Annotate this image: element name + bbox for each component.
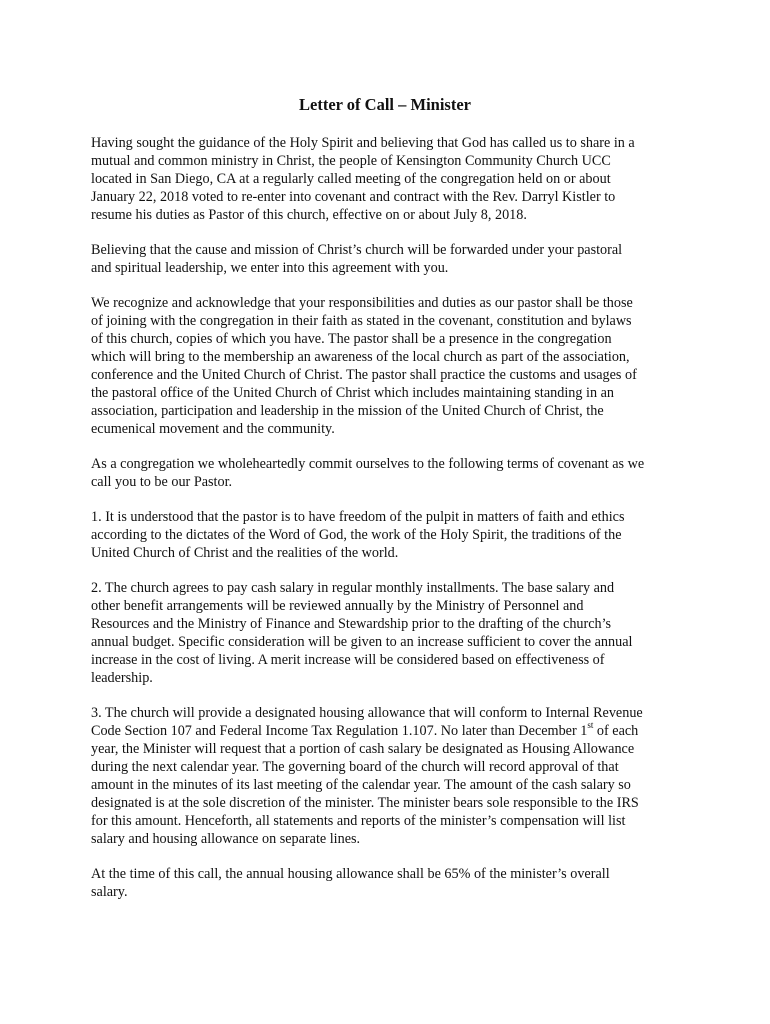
text-line: As a congregation we wholeheartedly commit ourselves to the following terms of covenant as we [91, 456, 645, 472]
text-line: 1. It is understood that the pastor is to have freedom of the pulpit in matters of faith and ethics [91, 509, 625, 525]
paragraph-housing-allowance [91, 865, 691, 901]
paragraph-term-3 [91, 704, 691, 848]
text-line: association, participation and leadership in the mission of the United Church of Christ, the [91, 403, 604, 419]
paragraph-leadership [91, 241, 691, 277]
text-line: conference and the United Church of Christ. The pastor shall practice the customs and usages of [91, 367, 637, 383]
text-line: Resources and the Ministry of Finance and Stewardship prior to the drafting of the church’s [91, 616, 612, 632]
paragraph-term-1 [91, 508, 691, 562]
text-line: designated is at the sole discretion of the minister. The minister bears sole responsible to the IRS [91, 795, 639, 811]
text-line: salary. [91, 884, 128, 900]
paragraph-responsibilities [91, 294, 691, 438]
text-line: increase in the cost of living. A merit increase will be considered based on effectiveness of [91, 652, 605, 668]
text-line: Believing that the cause and mission of Christ’s church will be forwarded under your pastoral [91, 242, 623, 258]
text-line: mutual and common ministry in Christ, the people of Kensington Community Church UCC [91, 153, 611, 169]
text-line: leadership. [91, 670, 153, 686]
text-line: of this church, copies of which you have. The pastor shall be a presence in the congregation [91, 331, 612, 347]
text-line: We recognize and acknowledge that your responsibilities and duties as our pastor shall be those [91, 295, 633, 311]
text-line: other benefit arrangements will be reviewed annually by the Ministry of Personnel and [91, 598, 584, 614]
text-line: the pastoral office of the United Church of Christ which includes maintaining standing in an [91, 385, 614, 401]
text-line: 3. The church will provide a designated housing allowance that will conform to Internal Revenue [91, 705, 643, 721]
text-line: amount in the minutes of its last meeting of the calendar year. The amount of the cash salary so [91, 777, 631, 793]
text-line: of joining with the congregation in their faith as stated in the covenant, constitution and bylaws [91, 313, 632, 329]
text-line: which will bring to the membership an awareness of the local church as part of the association, [91, 349, 630, 365]
text-line: ecumenical movement and the community. [91, 421, 335, 437]
text-line: At the time of this call, the annual housing allowance shall be 65% of the minister’s overall [91, 866, 610, 882]
text-line: salary and housing allowance on separate lines. [91, 831, 361, 847]
ordinal-superscript: st [587, 720, 594, 731]
text-line: January 22, 2018 voted to re-enter into covenant and contract with the Rev. Darryl Kistler to [91, 189, 616, 205]
text-line: resume his duties as Pastor of this church, effective on or about July 8, 2018. [91, 207, 527, 223]
text-line: United Church of Christ and the realities of the world. [91, 545, 399, 561]
text-line: according to the dictates of the Word of God, the work of the Holy Spirit, the traditions of the [91, 527, 622, 543]
letter-body [91, 134, 691, 918]
text-line: year, the Minister will request that a portion of cash salary be designated as Housing Allowance [91, 741, 635, 757]
text-line: during the next calendar year. The governing board of the church will record approval of that [91, 759, 619, 775]
paragraph-intro [91, 134, 691, 224]
text-line: located in San Diego, CA at a regularly called meeting of the congregation held on or about [91, 171, 611, 187]
text-segment: Code Section 107 and Federal Income Tax Regulation 1.107. No later than December 1 [91, 723, 588, 739]
text-segment: of each [593, 723, 639, 739]
text-line: and spiritual leadership, we enter into this agreement with you. [91, 260, 449, 276]
text-line: 2. The church agrees to pay cash salary in regular monthly installments. The base salary and [91, 580, 615, 596]
text-line: call you to be our Pastor. [91, 474, 233, 490]
paragraph-commitment [91, 455, 691, 491]
text-line: Having sought the guidance of the Holy Spirit and believing that God has called us to share in a [91, 135, 635, 151]
paragraph-term-2 [91, 579, 691, 687]
page-title: Letter of Call – Minister [299, 95, 471, 114]
text-line: annual budget. Specific consideration will be given to an increase sufficient to cover the annual [91, 634, 633, 650]
text-line: for this amount. Henceforth, all statements and reports of the minister’s compensation will list [91, 813, 626, 829]
text-line-with-superscript [91, 722, 691, 740]
